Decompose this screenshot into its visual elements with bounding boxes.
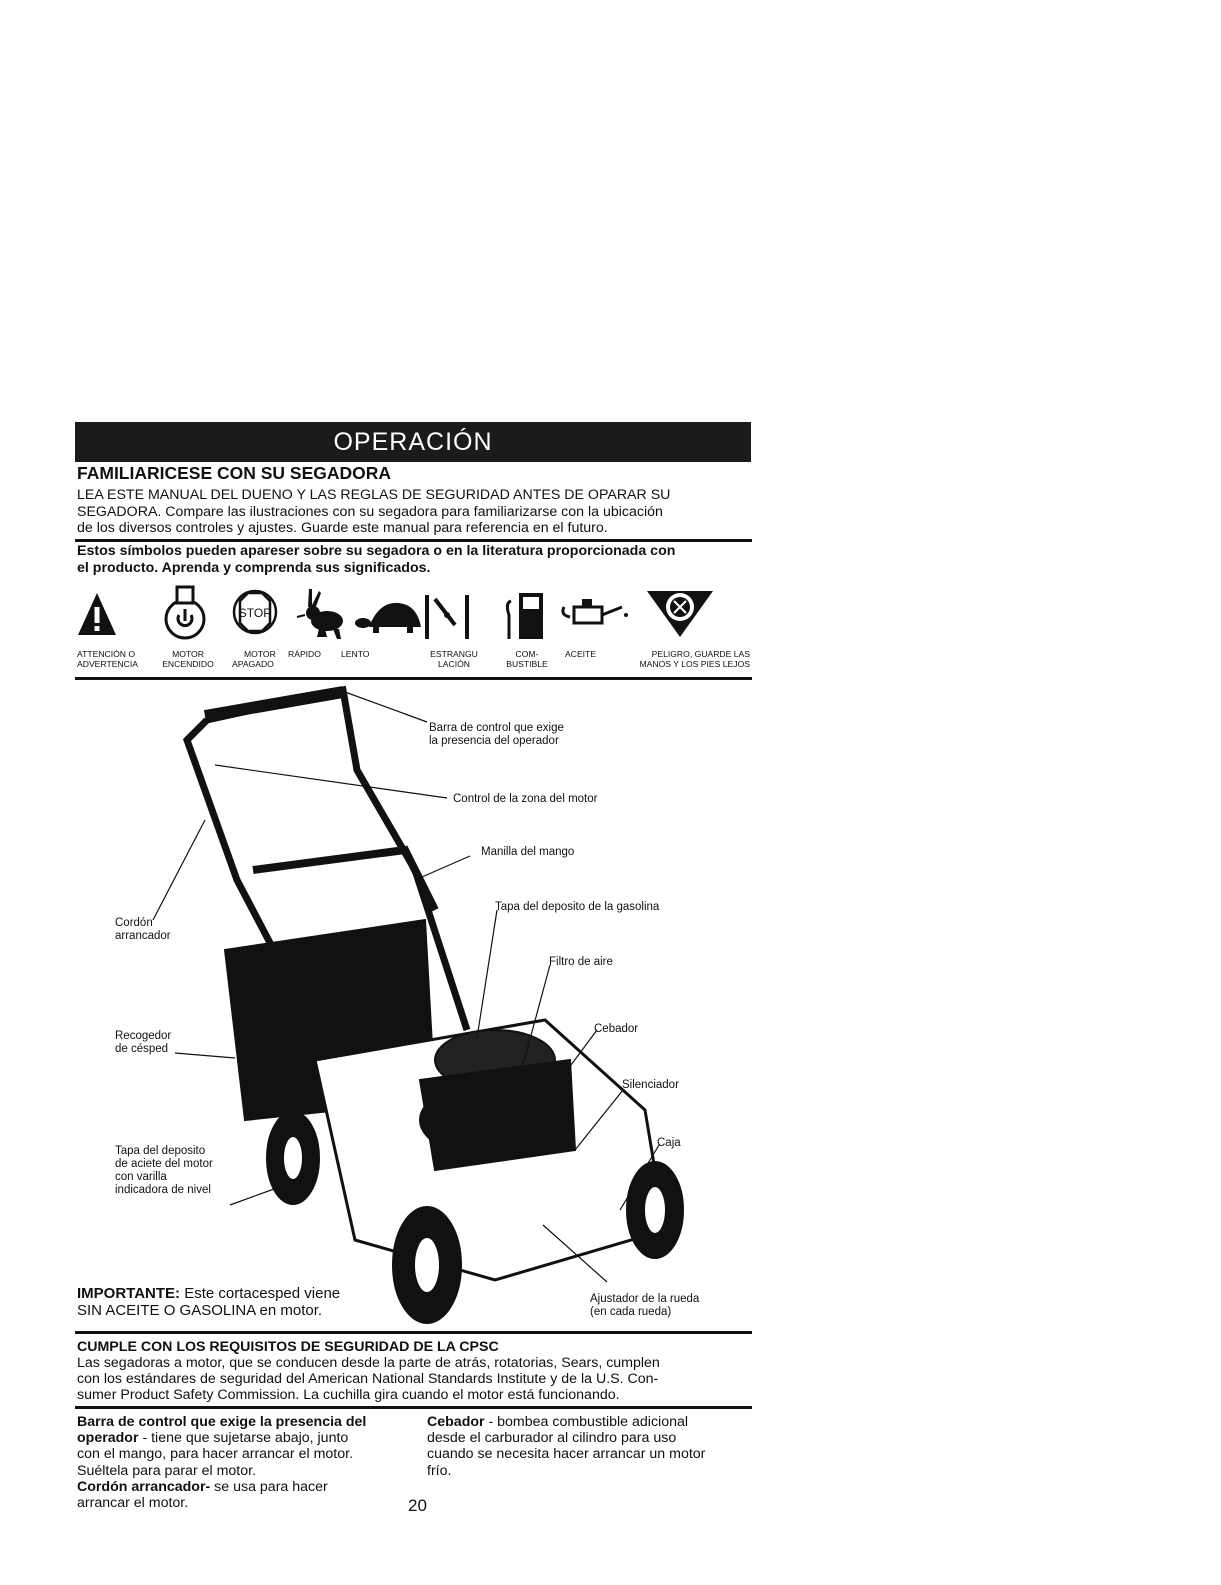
choke-icon: [425, 595, 469, 639]
callout-oil-cap: Tapa del deposito de aciete del motor con varilla indicadora de nivel: [115, 1145, 213, 1196]
callout-handle-knob: Manilla del mango: [481, 846, 575, 858]
callout-fuel-cap: Tapa del deposito de la gasolina: [495, 901, 660, 913]
definition-primer: Cebador - bombea combustible adicional desde el carburador al cilindro para uso cuando se necesita hacer arrancar un motor frío.: [427, 1414, 706, 1479]
symbol-label-fast: RÁPIDO: [288, 649, 321, 659]
symbols-note-line: Estos símbolos pueden apareser sobre su segadora o en la literatura proporcionada con: [77, 543, 676, 559]
symbol-label-danger: PELIGRO, GUARDE LAS MANOS Y LOS PIES LEJOS: [639, 649, 750, 669]
turtle-slow-icon: [355, 603, 421, 633]
divider: [75, 1406, 752, 1409]
definition-control-bar: Barra de control que exige la presencia del operador - tiene que sujetarse abajo, junto con el mango, para hacer arrancar el motor. Suéltela para parar el motor. Cordón arrancador- se usa para hacer arrancar el motor.: [77, 1414, 367, 1512]
lawn-mower-illustration: [75, 680, 755, 1330]
symbol-label-attention: ATTENCIÓN O ADVERTENCIA: [77, 649, 138, 669]
oil-can-icon: [563, 599, 628, 623]
important-note: IMPORTANTE: Este cortacesped viene SIN ACEITE O GASOLINA en motor.: [77, 1285, 341, 1319]
symbol-label-engine-stop: MOTOR APAGADO: [232, 649, 276, 669]
callout-air-filter: Filtro de aire: [549, 956, 613, 968]
symbol-label-oil: ACEITE: [565, 649, 597, 659]
hands-feet-danger-icon: [647, 591, 713, 637]
fuel-pump-icon: [507, 593, 543, 639]
callout-control-bar: Barra de control que exige la presencia del operador: [429, 722, 564, 747]
symbols-note-line: el producto. Aprenda y comprenda sus significados.: [77, 559, 431, 576]
symbol-label-fuel: COM- BUSTIBLE: [506, 649, 548, 669]
cpsc-title: CUMPLE CON LOS REQUISITOS DE SEGURIDAD DE LA CPSC: [77, 1339, 499, 1355]
page-number: 20: [408, 1496, 427, 1515]
callout-muffler: Silenciador: [622, 1079, 679, 1091]
svg-text:STOP: STOP: [238, 606, 272, 620]
intro-line: LEA ESTE MANUAL DEL DUENO Y LAS REGLAS DE SEGURIDAD ANTES DE OPARAR SU: [77, 487, 671, 503]
divider: [75, 539, 752, 542]
divider: [75, 1331, 752, 1334]
callout-wheel-adjuster: Ajustador de la rueda (en cada rueda): [590, 1293, 700, 1318]
symbol-label-choke: ESTRANGU LACIÓN: [430, 649, 478, 669]
callout-grass-catcher: Recogedor de césped: [115, 1030, 172, 1055]
engine-stop-icon: [234, 591, 276, 633]
callout-primer: Cebador: [594, 1023, 639, 1035]
callout-housing: Caja: [657, 1137, 681, 1149]
symbol-label-slow: LENTO: [341, 649, 370, 659]
symbols-row: [75, 585, 755, 649]
section-title: FAMILIARICESE CON SU SEGADORA: [77, 463, 392, 483]
intro-line: de los diversos controles y ajustes. Guarde este manual para referencia en el futuro.: [77, 520, 608, 536]
cpsc-paragraph: Las segadoras a motor, que se conducen desde la parte de atrás, rotatorias, Sears, cumplen con los estándares de seguridad del American National Standards Institute y de la U.S. Con- sumer Product Safety Commission. La cuchilla gira cuando el motor está funcionando.: [77, 1355, 660, 1404]
symbols-note: [77, 543, 752, 576]
symbol-label-engine-on: MOTOR ENCENDIDO: [162, 649, 214, 669]
engine-on-icon: [166, 587, 204, 638]
callout-engine-zone-control: Control de la zona del motor: [453, 793, 598, 805]
warning-triangle-icon: [78, 593, 116, 635]
intro-paragraph: [77, 487, 752, 537]
intro-line: SEGADORA. Compare las ilustraciones con su segadora para familiarizarse con la ubicación: [77, 503, 663, 520]
rabbit-fast-icon: [297, 589, 343, 639]
section-banner: OPERACIÓN: [75, 422, 751, 462]
callout-starter-cord: Cordón arrancador: [115, 917, 171, 942]
